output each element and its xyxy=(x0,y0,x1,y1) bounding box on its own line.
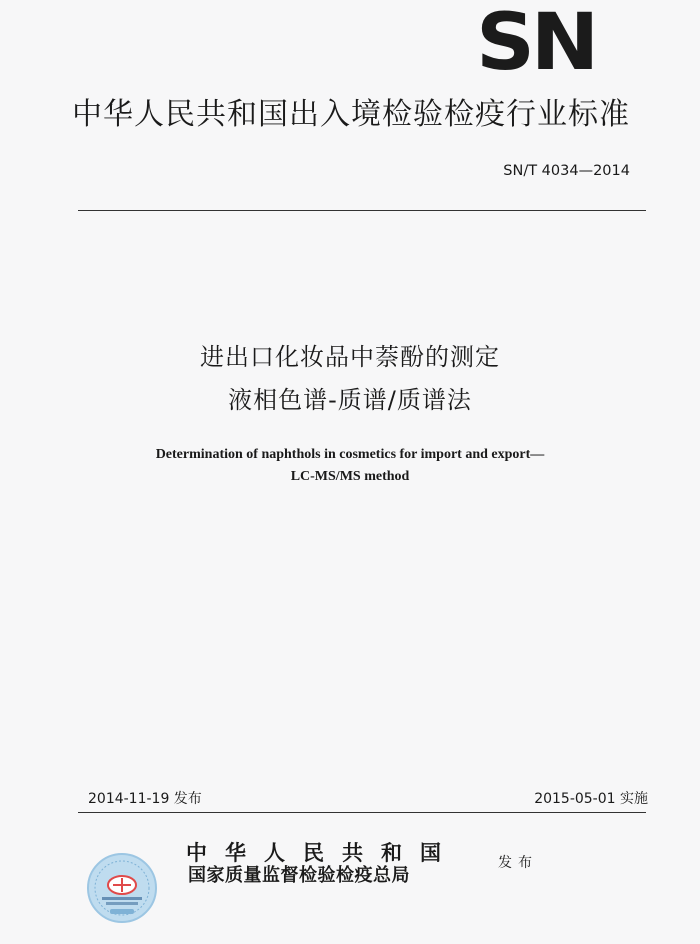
publish-label: 发布 xyxy=(498,855,538,871)
publisher-agency: 国家质量监督检验检疫总局 xyxy=(188,865,410,886)
implementation-date: 2015-05-01 实施 xyxy=(534,791,648,807)
sn-logo: SN xyxy=(476,0,596,88)
standard-number: SN/T 4034—2014 xyxy=(503,163,630,179)
standard-category: 中华人民共和国出入境检验检疫行业标准 xyxy=(72,97,630,132)
issue-date: 2014-11-19 发布 xyxy=(88,791,202,807)
english-title-line1: Determination of naphthols in cosmetics for import and export— xyxy=(155,447,545,462)
publisher-country: 中华人民共和国 xyxy=(186,840,459,865)
top-divider xyxy=(78,210,646,211)
english-title-line2: LC-MS/MS method xyxy=(290,469,410,484)
anti-counterfeit-seal-icon xyxy=(86,852,158,924)
bottom-divider xyxy=(78,812,646,813)
chinese-title-line2: 液相色谱-质谱/质谱法 xyxy=(228,386,472,414)
chinese-title-line1: 进出口化妆品中萘酚的测定 xyxy=(200,343,500,371)
